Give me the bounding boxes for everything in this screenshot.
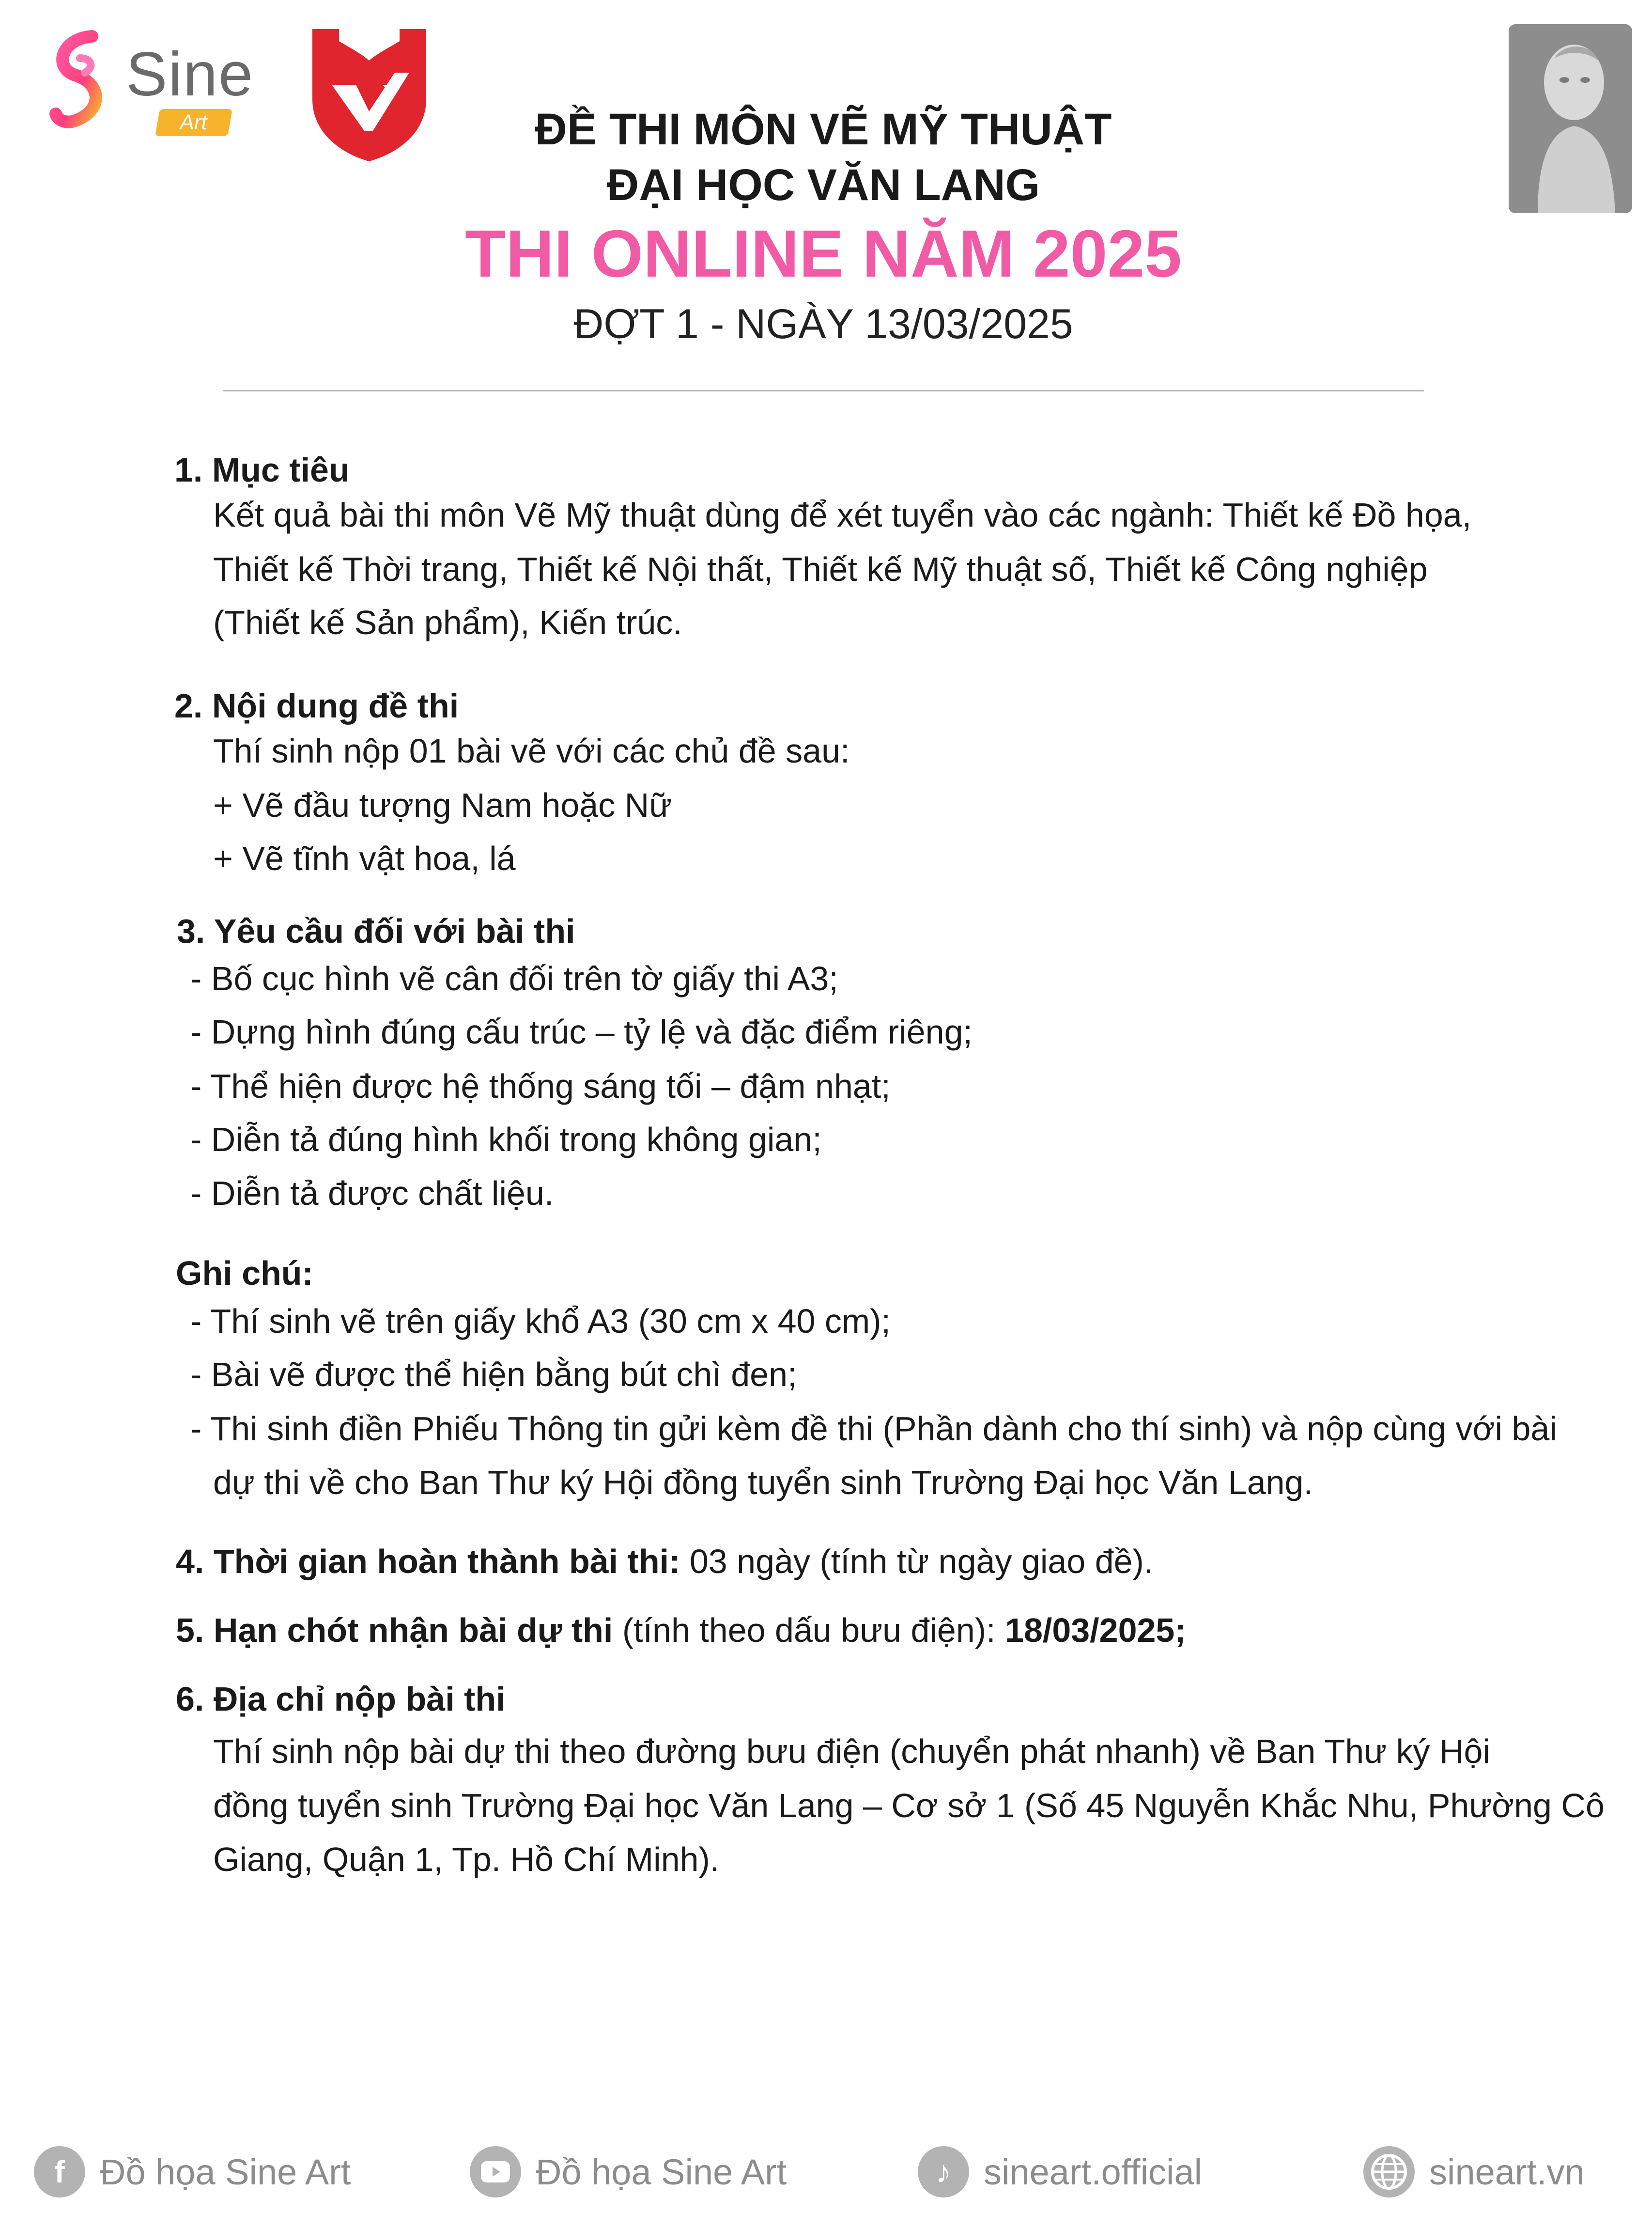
section-2-item: + Vẽ đầu tượng Nam hoặc Nữ [213,786,672,824]
requirement-item: - Bố cục hình vẽ cân đối trên tờ giấy thi A3; [190,960,838,997]
title-line-1: ĐỀ THI MÔN VẼ MỸ THUẬT [535,105,1112,154]
footer-website[interactable] [1363,2145,1585,2198]
requirement-item: - Diễn tả được chất liệu. [190,1174,554,1212]
address-text: Giang, Quận 1, Tp. Hồ Chí Minh). [213,1840,720,1878]
address-text: Thí sinh nộp bài dự thi theo đường bưu điện (chuyển phát nhanh) về Ban Thư ký Hội [213,1732,1490,1770]
globe-icon [1363,2146,1415,2197]
section-1-text: (Thiết kế Sản phẩm), Kiến trúc. [213,604,682,641]
tiktok-label: sineart.official [984,2151,1203,2192]
website-label: sineart.vn [1429,2151,1585,2192]
tiktok-icon: ♪ [918,2146,969,2197]
facebook-icon: f [34,2146,85,2197]
brand-name: Sine [126,40,254,109]
notes-heading: Ghi chú: [176,1254,313,1292]
section-1-text: Kết quả bài thi môn Vẽ Mỹ thuật dùng để xét tuyển vào các ngành: Thiết kế Đồ họa, [213,496,1472,534]
section-5-heading: 5. Hạn chót nhận bài dự thi [176,1611,613,1649]
subtitle-date: ĐỢT 1 - NGÀY 13/03/2025 [573,301,1073,347]
divider [223,390,1424,391]
requirement-item: - Diễn tả đúng hình khối trong không gian; [190,1121,822,1158]
sine-swirl-icon [46,29,119,136]
title-line-2: ĐẠI HỌC VĂN LANG [606,160,1040,210]
title-highlight: THI ONLINE NĂM 2025 [465,217,1182,291]
section-4-heading: 4. Thời gian hoàn thành bài thi: [176,1543,680,1580]
requirement-item: - Thể hiện được hệ thống sáng tối – đậm nhạt; [190,1067,891,1105]
section-4-text: 03 ngày (tính từ ngày giao đề). [680,1543,1154,1580]
section-6-heading: 6. Địa chỉ nộp bài thi [176,1680,506,1718]
section-1-text: Thiết kế Thời trang, Thiết kế Nội thất, Thiết kế Mỹ thuật số, Thiết kế Công nghiệp [213,550,1428,588]
section-2-text: Thí sinh nộp 01 bài vẽ với các chủ đề sau: [213,732,850,770]
facebook-label: Đồ họa Sine Art [100,2151,351,2192]
plaster-bust-photo [1509,24,1632,213]
section-1-heading: 1. Mục tiêu [174,451,350,489]
brand-tag: Art [155,109,232,136]
section-5-text: (tính theo dấu bưu điện): [613,1611,1005,1649]
note-item: - Thí sinh vẽ trên giấy khổ A3 (30 cm x 40 cm); [190,1302,891,1340]
note-item: - Thi sinh điền Phiếu Thông tin gửi kèm đề thi (Phần dành cho thí sinh) và nộp cùng với bài [190,1410,1557,1448]
note-item-continued: dự thi về cho Ban Thư ký Hội đồng tuyển sinh Trường Đại học Văn Lang. [213,1464,1313,1501]
deadline-date: 18/03/2025; [1005,1611,1186,1649]
requirement-item: - Dựng hình đúng cấu trúc – tỷ lệ và đặc điểm riêng; [190,1013,973,1051]
bust-image [1509,24,1632,213]
note-item: - Bài vẽ được thể hiện bằng bút chì đen; [190,1356,797,1393]
section-3-heading: 3. Yêu cầu đối với bài thi [177,912,575,950]
section-5 [176,1613,1186,1647]
section-2-heading: 2. Nội dung đề thi [174,687,459,725]
footer-tiktok[interactable] [918,2145,1202,2198]
section-2-item: + Vẽ tĩnh vật hoa, lá [213,840,516,877]
section-4 [176,1544,1153,1578]
address-text: đồng tuyển sinh Trường Đại học Văn Lang – Cơ sở 1 (Số 45 Nguyễn Khắc Nhu, Phường Cô [213,1787,1605,1824]
youtube-label: Đồ họa Sine Art [536,2151,787,2192]
footer-youtube[interactable] [470,2145,787,2198]
footer-facebook[interactable] [34,2145,351,2198]
youtube-icon [470,2146,521,2197]
